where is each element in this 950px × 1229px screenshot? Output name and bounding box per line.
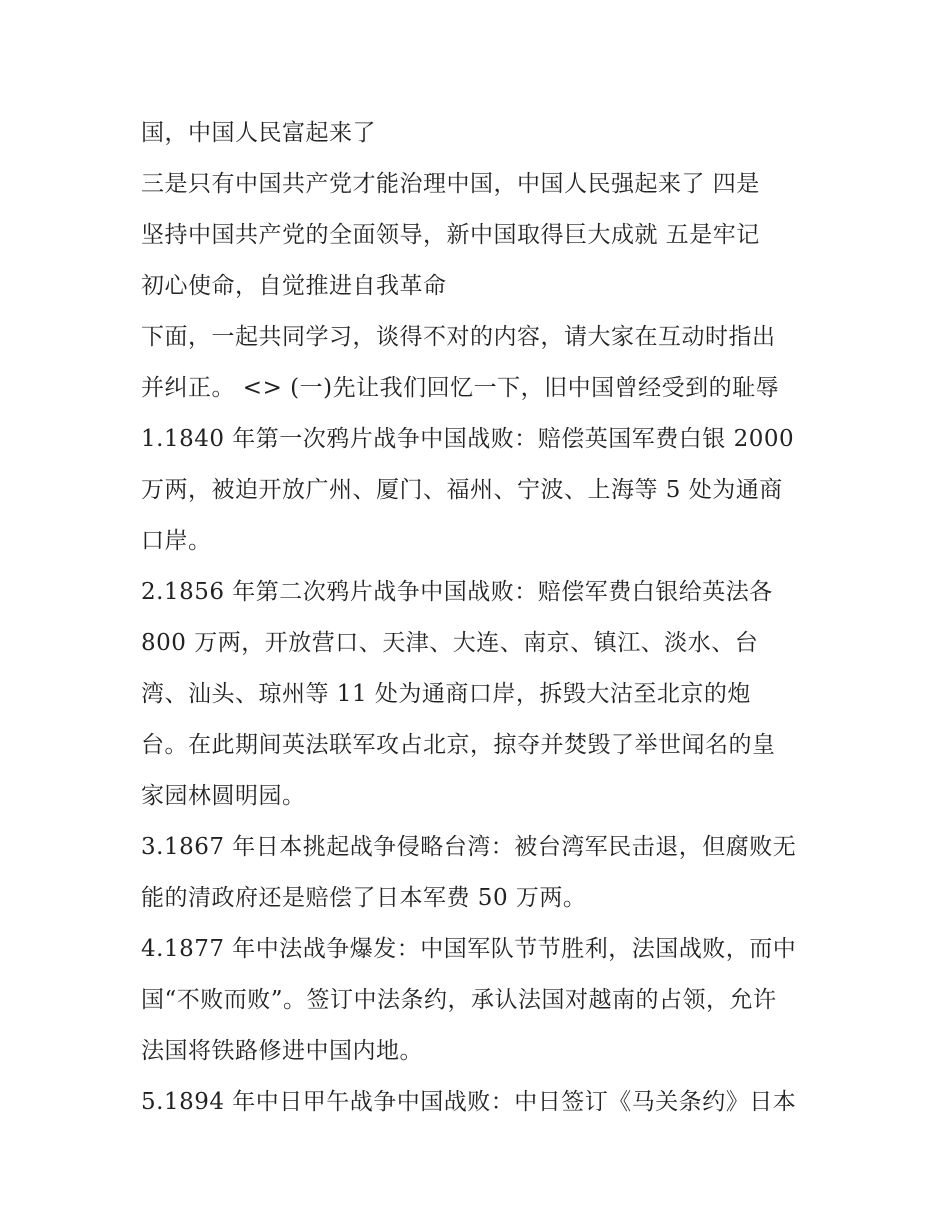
text-line: 国“不败而败”。签订中法条约，承认法国对越南的占领，允许 [141,987,777,1013]
text-line: 2.1856 年第二次鸦片战争中国战败：赔偿军费白银给英法各 [141,579,773,605]
text-line: 口岸。 [141,528,212,554]
text-line: 家园林圆明园。 [141,783,306,809]
text-line: 初心使命，自觉推进自我革命 [141,273,447,299]
text-line: 5.1894 年中日甲午战争中国战败：中日签订《马关条约》日本 [141,1089,797,1115]
text-line: 并纠正。 <> (一)先让我们回忆一下，旧中国曾经受到的耻辱 [141,375,780,401]
text-line: 万两，被迫开放广州、厦门、福州、宁波、上海等 5 处为通商 [141,477,783,503]
text-line: 下面，一起共同学习，谈得不对的内容，请大家在互动时指出 [141,324,776,350]
text-line: 1.1840 年第一次鸦片战争中国战败：赔偿英国军费白银 2000 [141,426,795,452]
text-line: 台。在此期间英法联军攻占北京，掠夺并焚毁了举世闻名的皇 [141,732,776,758]
text-line: 湾、汕头、琼州等 11 处为通商口岸，拆毁大沽至北京的炮 [141,681,751,707]
text-line: 坚持中国共产党的全面领导，新中国取得巨大成就 五是牢记 [141,222,760,248]
document-body [141,108,831,1128]
text-line: 800 万两，开放营口、天津、大连、南京、镇江、淡水、台 [141,630,759,656]
text-line: 3.1867 年日本挑起战争侵略台湾：被台湾军民击退，但腐败无 [141,834,797,860]
text-line: 法国将铁路修进中国内地。 [141,1038,423,1064]
text-line: 4.1877 年中法战争爆发：中国军队节节胜利，法国战败，而中 [141,936,797,962]
text-line: 国，中国人民富起来了 [141,120,376,146]
text-line: 三是只有中国共产党才能治理中国，中国人民强起来了 四是 [141,171,760,197]
text-line: 能的清政府还是赔偿了日本军费 50 万两。 [141,885,587,911]
